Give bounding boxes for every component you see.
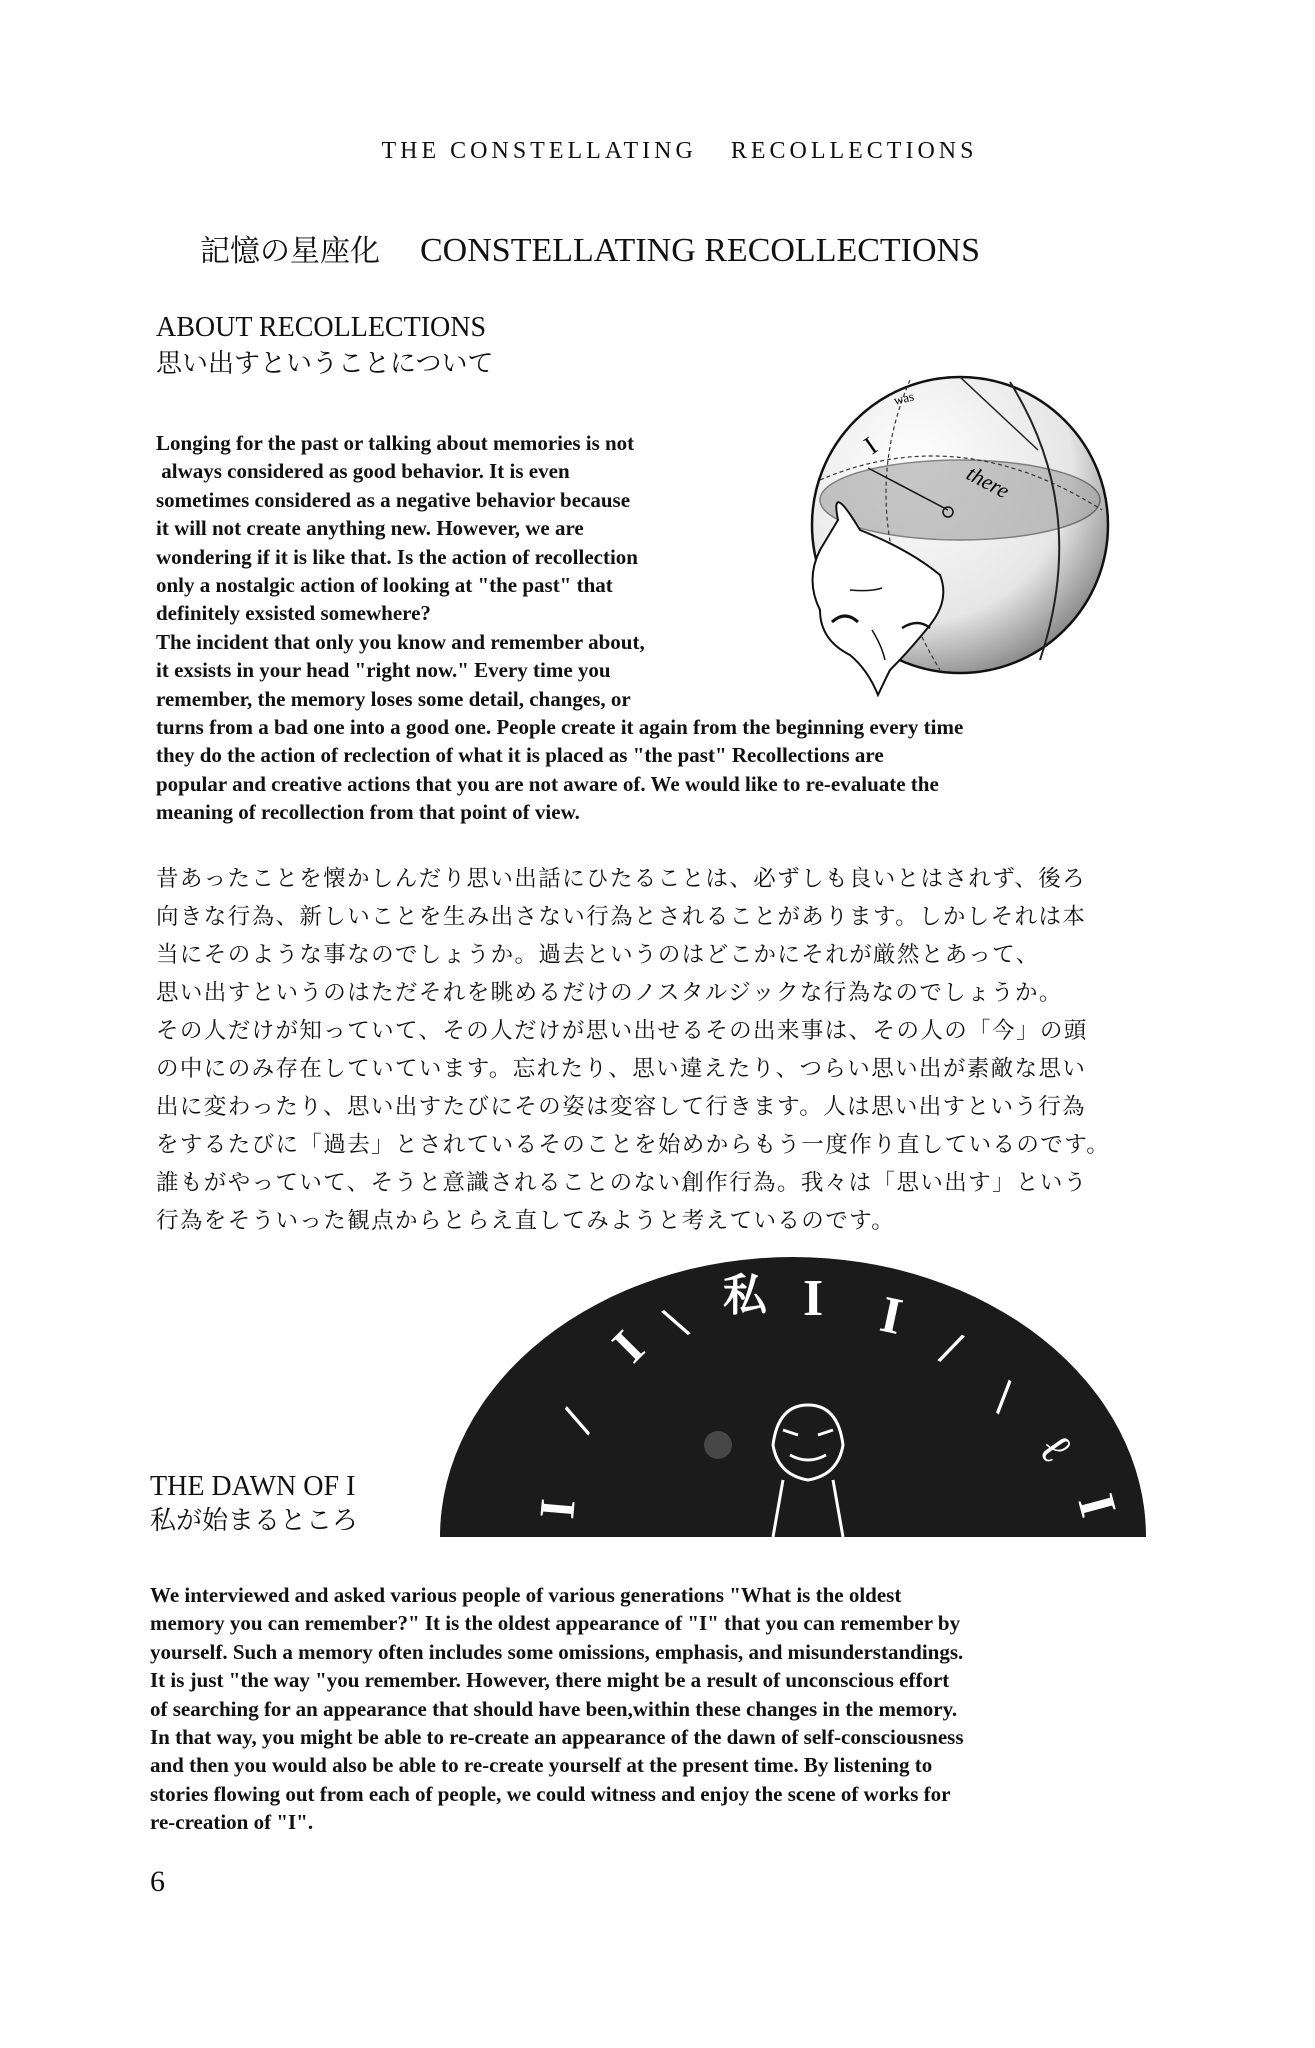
running-head-left: THE CONSTELLATING xyxy=(381,138,697,164)
about-line: sometimes considered as a negative behavior because xyxy=(156,487,631,512)
arc-glyph: I xyxy=(1066,1488,1127,1523)
dawn-heading-en: THE DAWN OF I xyxy=(150,1471,356,1502)
about-jp-line: 行為をそういった観点からとらえ直してみようと考えているのです。 xyxy=(156,1208,896,1234)
about-jp-line: その人だけが知っていて、その人だけが思い出せるその出来事は、その人の「今」の頭 xyxy=(156,1018,1088,1044)
about-body-jp xyxy=(156,860,1156,1240)
about-line: always considered as good behavior. It is even xyxy=(156,459,570,484)
about-jp-line: 出に変わったり、思い出すたびにその姿は変容して行きます。人は思い出すという行為 xyxy=(156,1094,1087,1120)
dawn-line: re-creation of "I". xyxy=(150,1810,314,1835)
about-line: definitely exsisted somewhere? xyxy=(156,601,431,626)
page-title-en: CONSTELLATING RECOLLECTIONS xyxy=(420,232,981,269)
dawn-heading xyxy=(150,1470,358,1538)
about-jp-line: 昔あったことを懐かしんだり思い出話にひたることは、必ずしも良いとはされず、後ろ xyxy=(156,866,1087,892)
about-jp-line: をするたびに「過去」とされているそのことを始めからもう一度作り直しているのです。 xyxy=(156,1132,1111,1158)
about-body-en xyxy=(156,429,1166,827)
dawn-of-i-illustration xyxy=(438,1255,1148,1537)
about-line: Longing for the past or talking about memories is not xyxy=(156,431,635,455)
page-title-jp: 記憶の星座化 xyxy=(200,234,380,269)
about-line: it will not create anything new. However, we are xyxy=(156,516,584,541)
dawn-line: In that way, you might be able to re-create an appearance of the dawn of self-consciousness xyxy=(150,1725,964,1750)
arc-glyph: ℓ xyxy=(1029,1426,1082,1470)
dawn-line: stories flowing out from each of people, we could witness and enjoy the scene of works for xyxy=(150,1781,951,1806)
about-line: they do the action of reclection of what it is placed as "the past" Recollections are xyxy=(156,743,884,768)
illustration-i-text: I xyxy=(858,431,883,460)
about-line: it exsists in your head "right now." Every time you xyxy=(156,658,611,683)
about-jp-line: 思い出すというのはただそれを眺めるだけのノスタルジックな行為なのでしょうか。 xyxy=(156,980,1063,1006)
page-title xyxy=(200,226,980,270)
arc-glyph: I xyxy=(875,1285,908,1346)
about-line: The incident that only you know and remember about, xyxy=(156,629,645,654)
dawn-heading-jp: 私が始まるところ xyxy=(150,1506,359,1536)
about-heading-en: ABOUT RECOLLECTIONS xyxy=(156,312,487,343)
running-head-right: RECOLLECTIONS xyxy=(730,138,978,164)
about-jp-line: 当にそのような事なのでしょうか。過去というのはどこかにそれが厳然とあって、 xyxy=(156,942,1040,968)
illustration-was-text: was xyxy=(892,388,916,408)
about-line: meaning of recollection from that point of view. xyxy=(156,800,580,825)
arc-glyph: I xyxy=(601,1319,655,1373)
about-line: remember, the memory loses some detail, changes, or xyxy=(156,686,631,711)
about-heading-jp: 思い出すということについて xyxy=(156,349,494,379)
dawn-line: We interviewed and asked various people of various generations "What is the oldest xyxy=(150,1583,902,1607)
illustration-there-text: there xyxy=(962,460,1014,504)
about-jp-line: 誰もがやっていて、そうと意識されることのない創作行為。我々は「思い出す」という xyxy=(156,1170,1088,1196)
dawn-line: and then you would also be able to re-create yourself at the present time. By listening to xyxy=(150,1753,933,1778)
about-line: popular and creative actions that you are not aware of. We would like to re-evaluate the xyxy=(156,771,939,796)
arc-glyph: 私 xyxy=(723,1271,767,1320)
about-line: turns from a bad one into a good one. People create it again from the beginning every time xyxy=(156,715,964,740)
page-number: 6 xyxy=(150,1865,165,1898)
dawn-line: It is just "the way "you remember. However, there might be a result of unconscious effort xyxy=(150,1668,950,1693)
about-line: only a nostalgic action of looking at "the past" that xyxy=(156,573,613,598)
arc-glyph: / xyxy=(933,1319,970,1376)
dawn-line: yourself. Such a memory often includes some omissions, emphasis, and misunderstandings. xyxy=(150,1639,964,1664)
dawn-line: memory you can remember?" It is the oldest appearance of "I" that you can remember by xyxy=(150,1611,961,1636)
about-heading xyxy=(156,310,493,382)
dawn-line: of searching for an appearance that should have been,within these changes in the memory. xyxy=(150,1696,958,1721)
about-jp-line: の中にのみ存在していています。忘れたり、思い違えたり、つらい思い出が素敵な思い xyxy=(156,1056,1087,1082)
arc-glyph: / xyxy=(549,1400,605,1441)
running-head xyxy=(0,138,1315,165)
dawn-body-en xyxy=(150,1581,1180,1837)
about-line: wondering if it is like that. Is the action of recollection xyxy=(156,544,638,569)
arc-glyph: \ xyxy=(980,1370,1028,1423)
arc-glyph: I xyxy=(528,1496,586,1521)
arc-glyph: I xyxy=(803,1270,824,1327)
arc-glyph: \ xyxy=(655,1294,696,1350)
about-jp-line: 向きな行為、新しいことを生み出さない行為とされることがあります。しかしそれは本 xyxy=(156,904,1087,930)
